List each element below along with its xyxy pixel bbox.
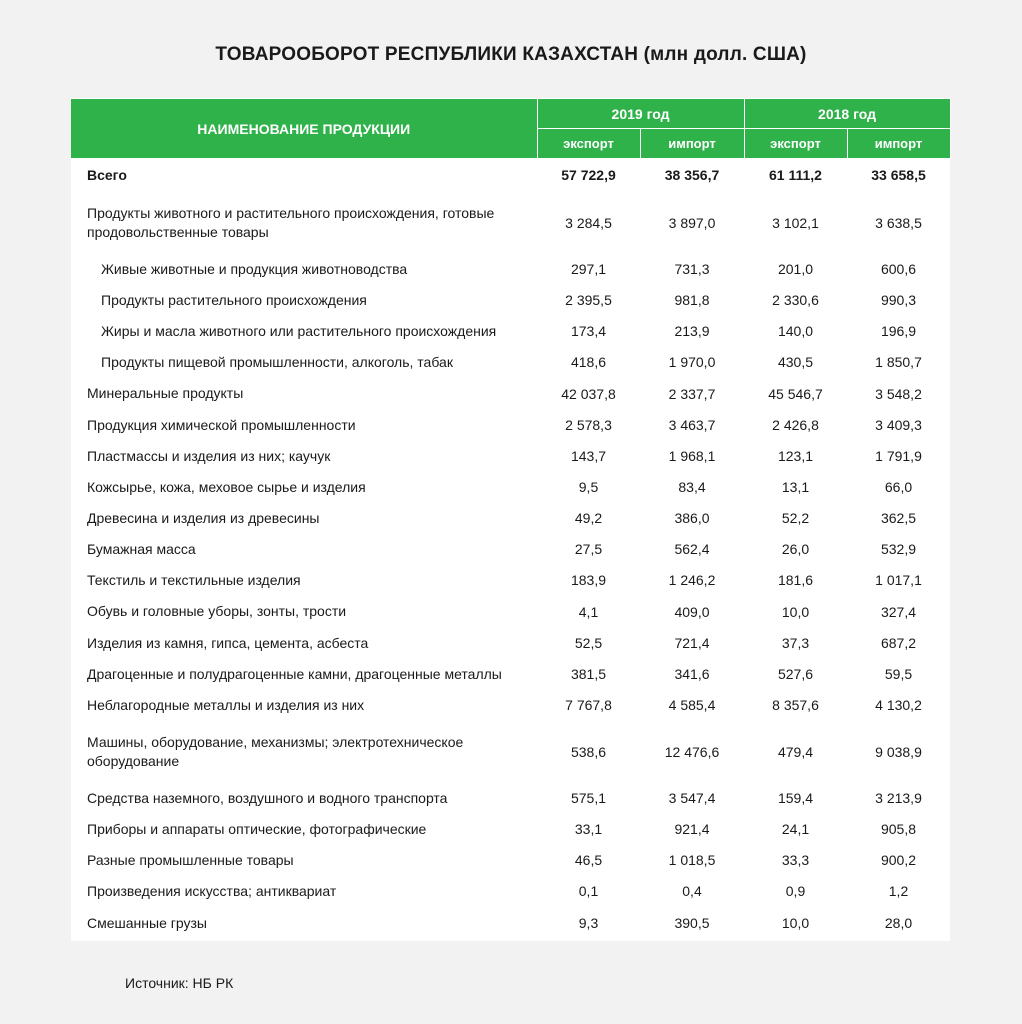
cell-export-2018: 61 111,2 xyxy=(769,167,822,184)
cell-import-2018: 196,9 xyxy=(880,323,917,339)
cell-export-2019: 297,1 xyxy=(570,261,607,277)
source-note: Источник: НБ РК xyxy=(125,975,234,991)
cell-import-2018: 990,3 xyxy=(880,292,917,308)
table-row xyxy=(71,316,950,347)
table-row xyxy=(71,378,950,410)
table-row xyxy=(71,347,950,378)
cell-import-2018: 1 850,7 xyxy=(875,354,922,370)
cell-import-2019: 386,0 xyxy=(674,510,710,526)
cell-import-2018: 1,2 xyxy=(888,883,909,899)
cell-import-2019: 921,4 xyxy=(674,821,710,837)
cell-export-2018: 3 102,1 xyxy=(772,214,819,231)
cell-export-2019: 42 037,8 xyxy=(561,385,616,402)
table-row xyxy=(71,814,950,845)
cell-product-name: Драгоценные и полудрагоценные камни, драгоценные металлы xyxy=(87,665,502,682)
cell-import-2019: 562,4 xyxy=(674,541,710,557)
cell-product-name: Разные промышленные товары xyxy=(87,851,294,868)
cell-export-2019: 3 284,5 xyxy=(565,214,612,231)
table-row xyxy=(71,690,950,721)
cell-import-2018: 327,4 xyxy=(880,603,917,620)
cell-import-2019: 341,6 xyxy=(674,666,710,682)
cell-export-2019: 575,1 xyxy=(570,790,607,806)
cell-product-name: Продукты растительного происхождения xyxy=(101,291,367,308)
cell-product-name: Продукция химической промышленности xyxy=(87,416,356,433)
trade-table-panel xyxy=(71,98,950,941)
cell-export-2018: 10,0 xyxy=(781,915,810,931)
cell-export-2018: 159,4 xyxy=(777,790,814,806)
table-row xyxy=(71,565,950,596)
cell-export-2018: 2 426,8 xyxy=(772,417,819,433)
cell-product-name: Минеральные продукты xyxy=(87,385,244,401)
cell-export-2018: 0,9 xyxy=(785,883,806,899)
table-row xyxy=(71,534,950,565)
cell-import-2019: 981,8 xyxy=(674,292,710,308)
table-row xyxy=(71,254,950,285)
cell-export-2019: 52,5 xyxy=(574,635,603,651)
cell-export-2019: 49,2 xyxy=(574,510,603,526)
cell-export-2018: 8 357,6 xyxy=(772,697,819,713)
cell-import-2018: 66,0 xyxy=(884,479,913,495)
cell-product-name: Кожсырье, кожа, меховое сырье и изделия xyxy=(87,478,366,495)
cell-export-2019: 33,1 xyxy=(574,821,603,837)
cell-export-2018: 10,0 xyxy=(781,603,810,620)
cell-export-2018: 24,1 xyxy=(781,821,810,837)
cell-import-2018: 1 791,9 xyxy=(875,448,922,464)
cell-export-2019: 0,1 xyxy=(578,883,599,899)
cell-product-name: Средства наземного, воздушного и водного транспорта xyxy=(87,789,448,806)
table-row xyxy=(71,285,950,316)
cell-import-2019: 3 547,4 xyxy=(668,790,716,806)
cell-product-name: Жиры и масла животного или растительного происхождения xyxy=(101,322,497,339)
header-product-name: НАИМЕНОВАНИЕ ПРОДУКЦИИ xyxy=(71,99,537,159)
cell-export-2019: 9,5 xyxy=(578,479,599,495)
cell-import-2019: 3 897,0 xyxy=(668,214,716,231)
table-row xyxy=(71,783,950,814)
cell-import-2018: 9 038,9 xyxy=(875,743,922,760)
cell-import-2019: 2 337,7 xyxy=(668,385,716,402)
cell-product-name: Пластмассы и изделия из них; каучук xyxy=(87,447,331,464)
cell-import-2018: 28,0 xyxy=(884,915,913,931)
cell-import-2019: 12 476,6 xyxy=(664,743,720,760)
cell-product-name: Бумажная масса xyxy=(87,540,196,557)
cell-export-2019: 2 578,3 xyxy=(565,417,612,433)
page-title: ТОВАРООБОРОТ РЕСПУБЛИКИ КАЗАХСТАН (млн долл. США) xyxy=(215,44,807,65)
header-2019-import: импорт xyxy=(640,129,744,159)
cell-export-2019: 9,3 xyxy=(578,915,599,931)
cell-product-name: Всего xyxy=(87,166,127,183)
table-row xyxy=(71,503,950,534)
table-row xyxy=(71,721,950,783)
cell-import-2019: 3 463,7 xyxy=(668,417,716,433)
cell-product-name: Изделия из камня, гипса, цемента, асбеста xyxy=(87,634,369,651)
cell-product-name: Смешанные грузы xyxy=(87,914,207,931)
cell-import-2019: 38 356,7 xyxy=(664,167,720,184)
cell-export-2019: 538,6 xyxy=(570,743,607,760)
cell-import-2018: 1 017,1 xyxy=(875,572,922,588)
cell-export-2019: 418,6 xyxy=(570,354,607,370)
cell-import-2018: 4 130,2 xyxy=(875,697,922,713)
cell-export-2019: 57 722,9 xyxy=(561,167,616,184)
cell-export-2019: 143,7 xyxy=(570,448,607,464)
table-row-total xyxy=(71,159,950,192)
cell-export-2018: 33,3 xyxy=(781,852,810,868)
table-row xyxy=(71,410,950,441)
cell-export-2018: 181,6 xyxy=(777,572,814,588)
cell-export-2018: 527,6 xyxy=(777,666,814,682)
cell-import-2018: 362,5 xyxy=(880,510,917,526)
cell-export-2018: 430,5 xyxy=(777,354,814,370)
cell-export-2018: 479,4 xyxy=(777,743,814,760)
table-row xyxy=(71,659,950,690)
cell-product-name: Машины, оборудование, механизмы; электротехническое оборудование xyxy=(87,733,464,769)
cell-product-name: Обувь и головные уборы, зонты, трости xyxy=(87,603,347,619)
cell-import-2018: 532,9 xyxy=(880,541,917,557)
table-row xyxy=(71,628,950,659)
cell-import-2019: 1 970,0 xyxy=(668,354,716,370)
cell-product-name: Продукты животного и растительного происхождения, готовые продовольственные товары xyxy=(87,204,495,240)
table-row xyxy=(71,472,950,503)
cell-export-2019: 183,9 xyxy=(570,572,607,588)
cell-product-name: Произведения искусства; антиквариат xyxy=(87,882,337,899)
cell-product-name: Приборы и аппараты оптические, фотографические xyxy=(87,820,427,837)
cell-import-2019: 1 246,2 xyxy=(668,572,716,588)
cell-export-2019: 2 395,5 xyxy=(565,292,612,308)
cell-import-2018: 3 409,3 xyxy=(875,417,922,433)
cell-import-2018: 59,5 xyxy=(884,666,913,682)
cell-export-2019: 4,1 xyxy=(578,603,599,620)
cell-import-2019: 1 018,5 xyxy=(668,852,716,868)
cell-export-2018: 140,0 xyxy=(777,323,814,339)
cell-export-2019: 381,5 xyxy=(570,666,607,682)
cell-product-name: Продукты пищевой промышленности, алкоголь, табак xyxy=(101,353,453,370)
cell-import-2018: 3 213,9 xyxy=(875,790,922,806)
cell-export-2019: 173,4 xyxy=(570,323,607,339)
cell-product-name: Древесина и изделия из древесины xyxy=(87,509,320,526)
cell-import-2018: 600,6 xyxy=(880,261,917,277)
table-body xyxy=(71,159,950,940)
header-2018-export: экспорт xyxy=(744,129,847,159)
cell-import-2019: 4 585,4 xyxy=(668,697,716,713)
cell-product-name: Текстиль и текстильные изделия xyxy=(87,571,301,588)
table-row xyxy=(71,907,950,940)
table-row xyxy=(71,192,950,254)
cell-import-2019: 83,4 xyxy=(678,479,706,495)
cell-import-2019: 213,9 xyxy=(674,323,710,339)
trade-table xyxy=(71,98,951,940)
table-row xyxy=(71,441,950,472)
cell-import-2019: 409,0 xyxy=(674,603,710,620)
cell-export-2019: 27,5 xyxy=(574,541,603,557)
cell-product-name: Неблагородные металлы и изделия из них xyxy=(87,696,365,713)
cell-export-2019: 46,5 xyxy=(574,852,603,868)
cell-product-name: Живые животные и продукция животноводства xyxy=(101,260,408,277)
cell-import-2018: 3 638,5 xyxy=(875,214,922,231)
cell-import-2019: 1 968,1 xyxy=(668,448,716,464)
cell-export-2018: 201,0 xyxy=(777,261,814,277)
cell-import-2018: 905,8 xyxy=(880,821,917,837)
cell-export-2018: 13,1 xyxy=(781,479,810,495)
header-2018-import: импорт xyxy=(847,129,950,159)
cell-import-2018: 687,2 xyxy=(880,635,917,651)
table-row xyxy=(71,845,950,876)
cell-import-2019: 731,3 xyxy=(674,261,710,277)
cell-import-2019: 0,4 xyxy=(682,883,702,899)
cell-export-2018: 37,3 xyxy=(781,635,810,651)
header-2019-export: экспорт xyxy=(537,129,640,159)
cell-import-2018: 33 658,5 xyxy=(871,167,926,184)
cell-export-2018: 123,1 xyxy=(777,448,814,464)
cell-import-2018: 3 548,2 xyxy=(875,385,922,402)
cell-import-2019: 390,5 xyxy=(674,915,710,931)
table-row xyxy=(71,596,950,628)
cell-export-2018: 26,0 xyxy=(781,541,810,557)
header-year-2018: 2018 год xyxy=(744,99,950,129)
cell-export-2018: 2 330,6 xyxy=(772,292,819,308)
cell-import-2018: 900,2 xyxy=(880,852,917,868)
cell-import-2019: 721,4 xyxy=(674,635,710,651)
header-year-2019: 2019 год xyxy=(537,99,744,129)
cell-export-2018: 52,2 xyxy=(781,510,810,526)
cell-export-2018: 45 546,7 xyxy=(768,385,823,402)
cell-export-2019: 7 767,8 xyxy=(565,697,612,713)
table-row xyxy=(71,876,950,907)
